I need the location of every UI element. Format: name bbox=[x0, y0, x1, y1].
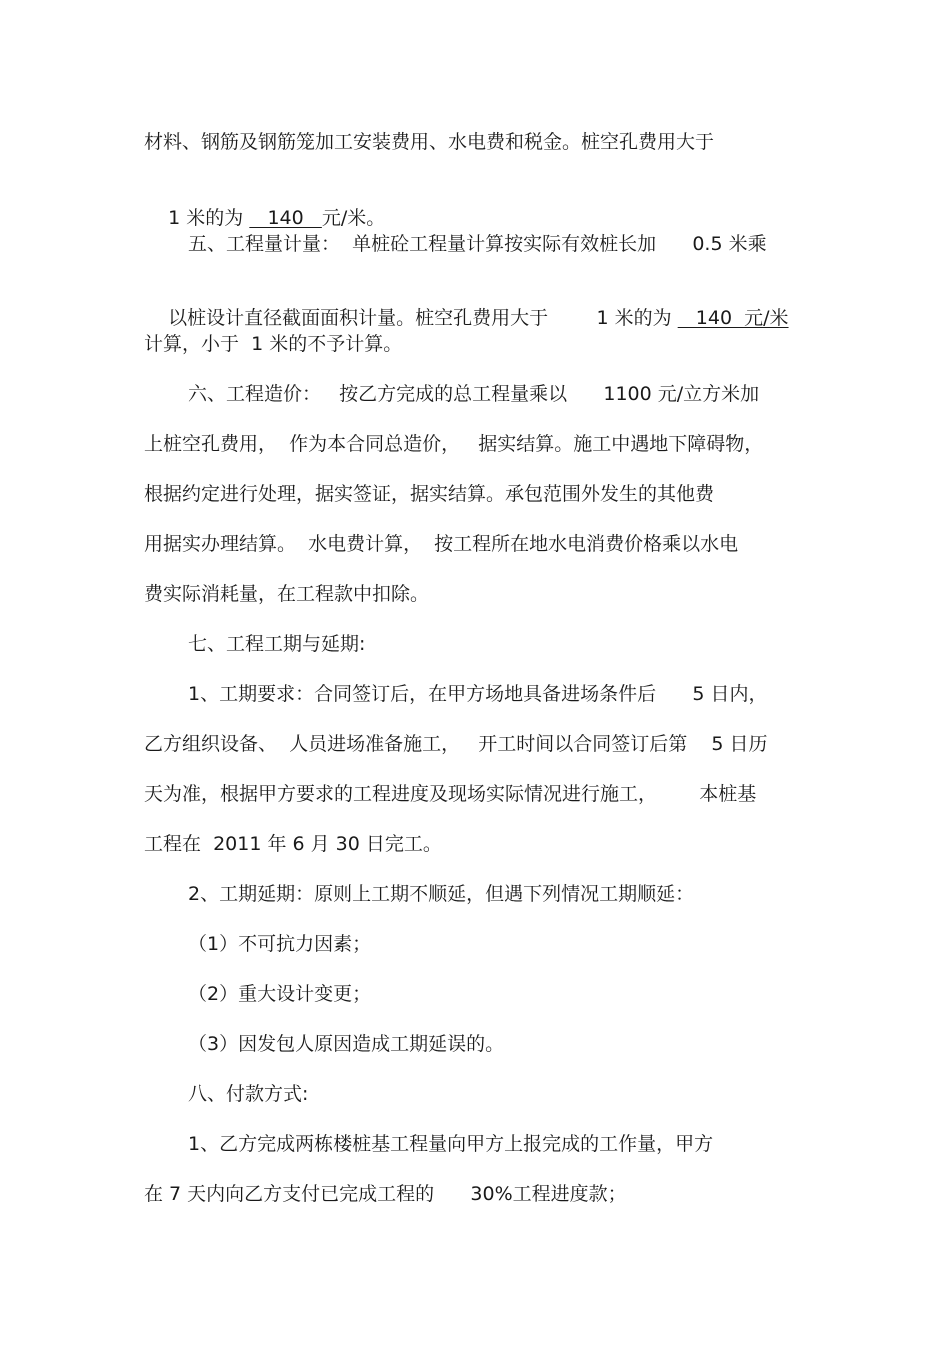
list-item: （2）重大设计变更； bbox=[188, 983, 372, 1005]
text-segment: 元/米。 bbox=[321, 207, 386, 229]
paragraph-line: 计算，小于 1 米的不予计算。 bbox=[144, 333, 403, 355]
paragraph-line: 费实际消耗量，在工程款中扣除。 bbox=[144, 583, 430, 605]
text-segment: 1 米的为 bbox=[168, 207, 250, 229]
list-item: （1）不可抗力因素； bbox=[188, 933, 372, 955]
list-item: （3）因发包人原因造成工期延误的。 bbox=[188, 1033, 505, 1055]
underlined-value: 140 bbox=[249, 207, 322, 229]
paragraph-line: 五、工程量计量： 单桩砼工程量计算按实际有效桩长加 0.5 米乘 bbox=[188, 233, 767, 255]
paragraph-line: 材料、钢筋及钢筋笼加工安装费用、水电费和税金。桩空孔费用大于 bbox=[144, 131, 715, 153]
paragraph-line: 根据约定进行处理，据实签证，据实结算。承包范围外发生的其他费 bbox=[144, 483, 715, 505]
paragraph-line: 上桩空孔费用， 作为本合同总造价， 据实结算。施工中遇地下障碍物， bbox=[144, 433, 764, 455]
paragraph-line: 六、工程造价： 按乙方完成的总工程量乘以 1100 元/立方米加 bbox=[188, 383, 760, 405]
underlined-value: 140 元/米 bbox=[677, 307, 789, 329]
paragraph-line: 乙方组织设备、 人员进场准备施工， 开工时间以合同签订后第 5 日历 bbox=[144, 733, 768, 755]
paragraph-line: 1、工期要求：合同签订后，在甲方场地具备进场条件后 5 日内， bbox=[188, 683, 768, 705]
paragraph-line: 在 7 天内向乙方支付已完成工程的 30%工程进度款； bbox=[144, 1183, 627, 1205]
paragraph-line: 天为准，根据甲方要求的工程进度及现场实际情况进行施工， 本桩基 bbox=[144, 783, 757, 805]
paragraph-line: 用据实办理结算。 水电费计算， 按工程所在地水电消费价格乘以水电 bbox=[144, 533, 739, 555]
paragraph-line: 工程在 2011 年 6 月 30 日完工。 bbox=[144, 833, 442, 855]
text-segment: 以桩设计直径截面面积计量。桩空孔费用大于 1 米的为 bbox=[168, 307, 678, 329]
section-heading: 八、付款方式: bbox=[188, 1083, 309, 1105]
paragraph-line: 1、乙方完成两栋楼桩基工程量向甲方上报完成的工作量，甲方 bbox=[188, 1133, 714, 1155]
paragraph-line: 2、工期延期：原则上工期不顺延，但遇下列情况工期顺延： bbox=[188, 883, 695, 905]
section-heading: 七、工程工期与延期: bbox=[188, 633, 366, 655]
